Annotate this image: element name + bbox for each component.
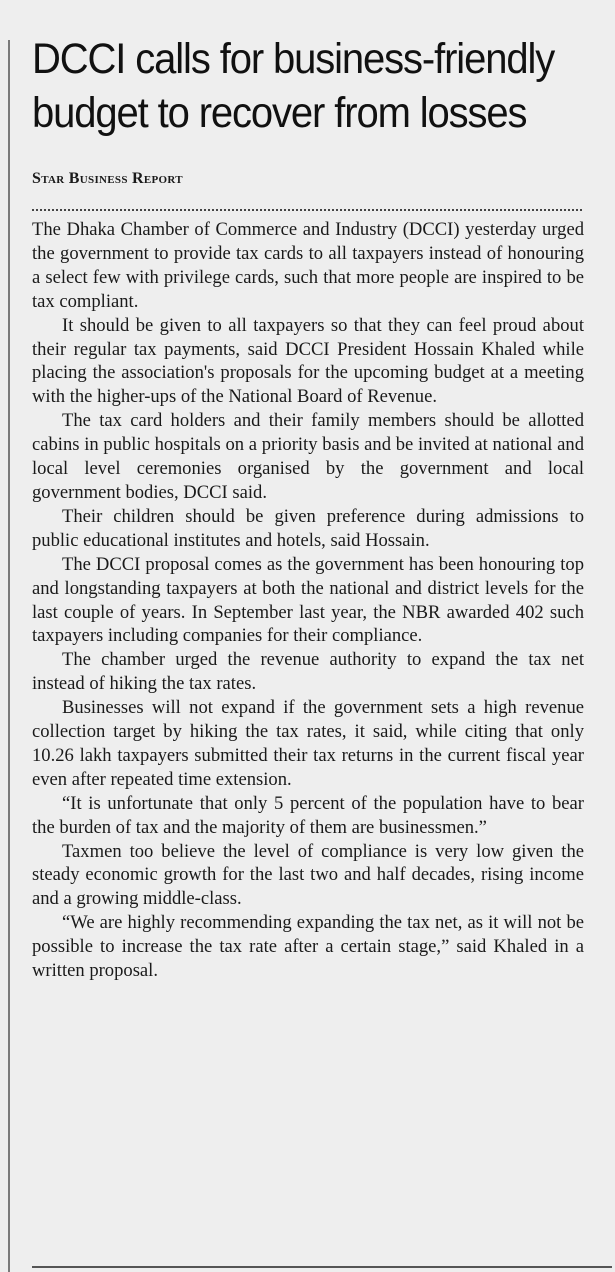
article-paragraph: Taxmen too believe the level of compliance is very low given the steady economic growth for the last two and half decades, rising income and a growing middle-class.: [32, 840, 584, 910]
article-body: [32, 218, 584, 983]
column-rule: [8, 40, 10, 1272]
headline: DCCI calls for business-friendly budget to recover from losses: [32, 35, 555, 137]
article-paragraph: Their children should be given preference during admissions to public educational institutes and hotels, said Hossain.: [32, 505, 584, 551]
article-paragraph: “We are highly recommending expanding the tax net, as it will not be possible to increase the tax rate after a certain stage,” said Khaled in a written proposal.: [32, 912, 584, 982]
article-paragraph: Businesses will not expand if the government sets a high revenue collection target by hiking the tax rates, it said, while citing that only 10.26 lakh taxpayers submitted their tax returns in the current fiscal year even after repeated time extension.: [32, 697, 584, 790]
dotted-divider: [32, 209, 582, 211]
article-paragraph: “It is unfortunate that only 5 percent of the population have to bear the burden of tax and the majority of them are businessmen.”: [32, 792, 584, 838]
article-paragraph: The Dhaka Chamber of Commerce and Industry (DCCI) yesterday urged the government to provide tax cards to all taxpayers instead of honouring a select few with privilege cards, such that more people are inspired to be tax compliant.: [32, 219, 584, 312]
byline: Star Business Report: [32, 170, 183, 187]
article-paragraph: The DCCI proposal comes as the government has been honouring top and longstanding taxpayers at both the national and district levels for the last couple of years. In September last year, the NBR awarded 402 such taxpayers including companies for their compliance.: [32, 553, 584, 647]
article-paragraph: The chamber urged the revenue authority to expand the tax net instead of hiking the tax rates.: [32, 649, 584, 695]
bottom-rule: [32, 1266, 612, 1268]
article-paragraph: The tax card holders and their family members should be allotted cabins in public hospitals on a priority basis and be invited at national and local level ceremonies organised by the government and local government bodies, DCCI said.: [32, 410, 584, 503]
article-paragraph: It should be given to all taxpayers so that they can feel proud about their regular tax payments, said DCCI President Hossain Khaled while placing the association's proposals for the upcoming budget at a meeting with the higher-ups of the National Board of Revenue.: [32, 314, 584, 408]
